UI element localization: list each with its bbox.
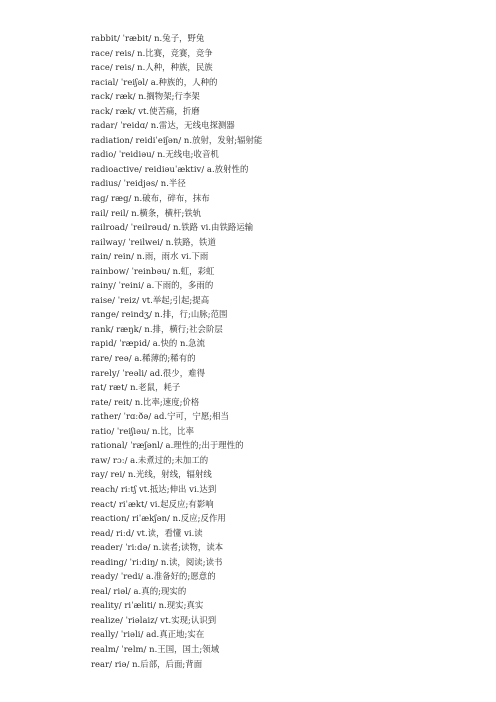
vocab-entry-reading: reading/ ˈriːdiŋ/ n.读，阅读;读书 (91, 556, 223, 567)
vocab-entry-rank: rank/ ræŋk/ n.排，横行;社会阶层 (91, 323, 223, 334)
vocab-entry-race-competition: race/ reis/ n.比赛，竞赛，竞争 (91, 47, 213, 58)
vocab-entry-read: read/ riːd/ vt.读，看懂 vi.读 (91, 527, 203, 538)
vocabulary-list (91, 31, 262, 671)
vocab-entry-rag: rag/ ræg/ n.破布，碎布，抹布 (91, 193, 210, 204)
vocab-entry-racial: racial/ ˈreiʃəl/ a.种族的，人种的 (91, 76, 218, 87)
vocab-entry-rate: rate/ reit/ n.比率;速度;价格 (91, 396, 200, 407)
vocab-entry-ratio: ratio/ ˈreiʃiəu/ n.比，比率 (91, 425, 194, 436)
vocab-entry-rarely: rarely/ ˈreəli/ ad.很少，难得 (91, 367, 206, 378)
vocab-entry-race-ethnicity: race/ reis/ n.人种，种族，民族 (91, 62, 213, 73)
vocab-entry-rail: rail/ reil/ n.横条，横杆;铁轨 (91, 207, 202, 218)
vocab-entry-radioactive: radioactive/ reidiəuˈæktiv/ a.放射性的 (91, 163, 249, 174)
vocab-entry-radiation: radiation/ reidiˈeiʃən/ n.放射，发射;辐射能 (91, 134, 263, 145)
vocab-entry-react: react/ riˈækt/ vi.起反应;有影响 (91, 498, 214, 509)
vocab-entry-rear: rear/ riə/ n.后部，后面;背面 (91, 658, 203, 669)
vocab-entry-reader: reader/ ˈriːdə/ n.读者;读物，读本 (91, 542, 224, 553)
vocab-entry-rain: rain/ rein/ n.雨，雨水 vi.下雨 (91, 251, 209, 262)
vocab-entry-rainbow: rainbow/ ˈreinbəu/ n.虹，彩虹 (91, 265, 215, 276)
vocab-entry-railway: railway/ ˈreilwei/ n.铁路，铁道 (91, 236, 216, 247)
vocab-entry-rack-noun: rack/ ræk/ n.搁物架;行李架 (91, 91, 200, 102)
vocab-entry-raw: raw/ rɔː/ a.未煮过的;未加工的 (91, 454, 209, 465)
vocab-entry-ready: ready/ ˈredi/ a.准备好的;愿意的 (91, 571, 216, 582)
vocab-entry-realize: realize/ ˈriəlaiz/ vt.实现;认识到 (91, 614, 217, 625)
vocab-entry-rational: rational/ ˈræʃənl/ a.理性的;出于理性的 (91, 440, 244, 451)
vocab-entry-reaction: reaction/ riˈækʃən/ n.反应;反作用 (91, 513, 226, 524)
vocab-entry-reach: reach/ riːtʃ vt.抵达;伸出 vi.达到 (91, 483, 217, 494)
vocab-entry-rack-verb: rack/ ræk/ vt.使苦痛，折磨 (91, 105, 200, 116)
vocab-entry-range: range/ reindʒ/ n.排，行;山脉;范围 (91, 309, 228, 320)
vocab-entry-rabbit: rabbit/ ˈræbit/ n.兔子，野兔 (91, 33, 205, 43)
vocab-entry-real: real/ riəl/ a.真的;现实的 (91, 585, 187, 596)
vocab-entry-rat: rat/ ræt/ n.老鼠，耗子 (91, 382, 181, 393)
vocab-entry-really: really/ ˈriəli/ ad.真正地;实在 (91, 629, 205, 640)
vocab-entry-reality: reality/ riˈæliti/ n.现实;真实 (91, 600, 204, 611)
vocab-entry-raise: raise/ ˈreiz/ vt.举起;引起;提高 (91, 294, 210, 305)
vocab-entry-rare: rare/ reə/ a.稀薄的;稀有的 (91, 353, 196, 364)
vocab-entry-rainy: rainy/ ˈreini/ a.下雨的，多雨的 (91, 280, 214, 291)
vocab-entry-railroad: railroad/ ˈreilrəud/ n.铁路 vi.由铁路运输 (91, 222, 254, 233)
vocab-entry-ray: ray/ rei/ n.光线，射线，辐射线 (91, 469, 212, 480)
vocab-entry-radius: radius/ ˈreidjəs/ n.半径 (91, 178, 186, 189)
vocab-entry-rapid: rapid/ ˈræpid/ a.快的 n.急流 (91, 338, 206, 349)
vocab-entry-realm: realm/ ˈrelm/ n.王国，国土;领域 (91, 643, 220, 654)
vocab-entry-radar: radar/ ˈreidɑ/ n.雷达，无线电探测器 (91, 120, 235, 131)
vocab-entry-radio: radio/ ˈreidiəu/ n.无线电;收音机 (91, 149, 219, 160)
vocab-entry-rather: rather/ ˈrɑːðə/ ad.宁可，宁愿;相当 (91, 411, 229, 422)
